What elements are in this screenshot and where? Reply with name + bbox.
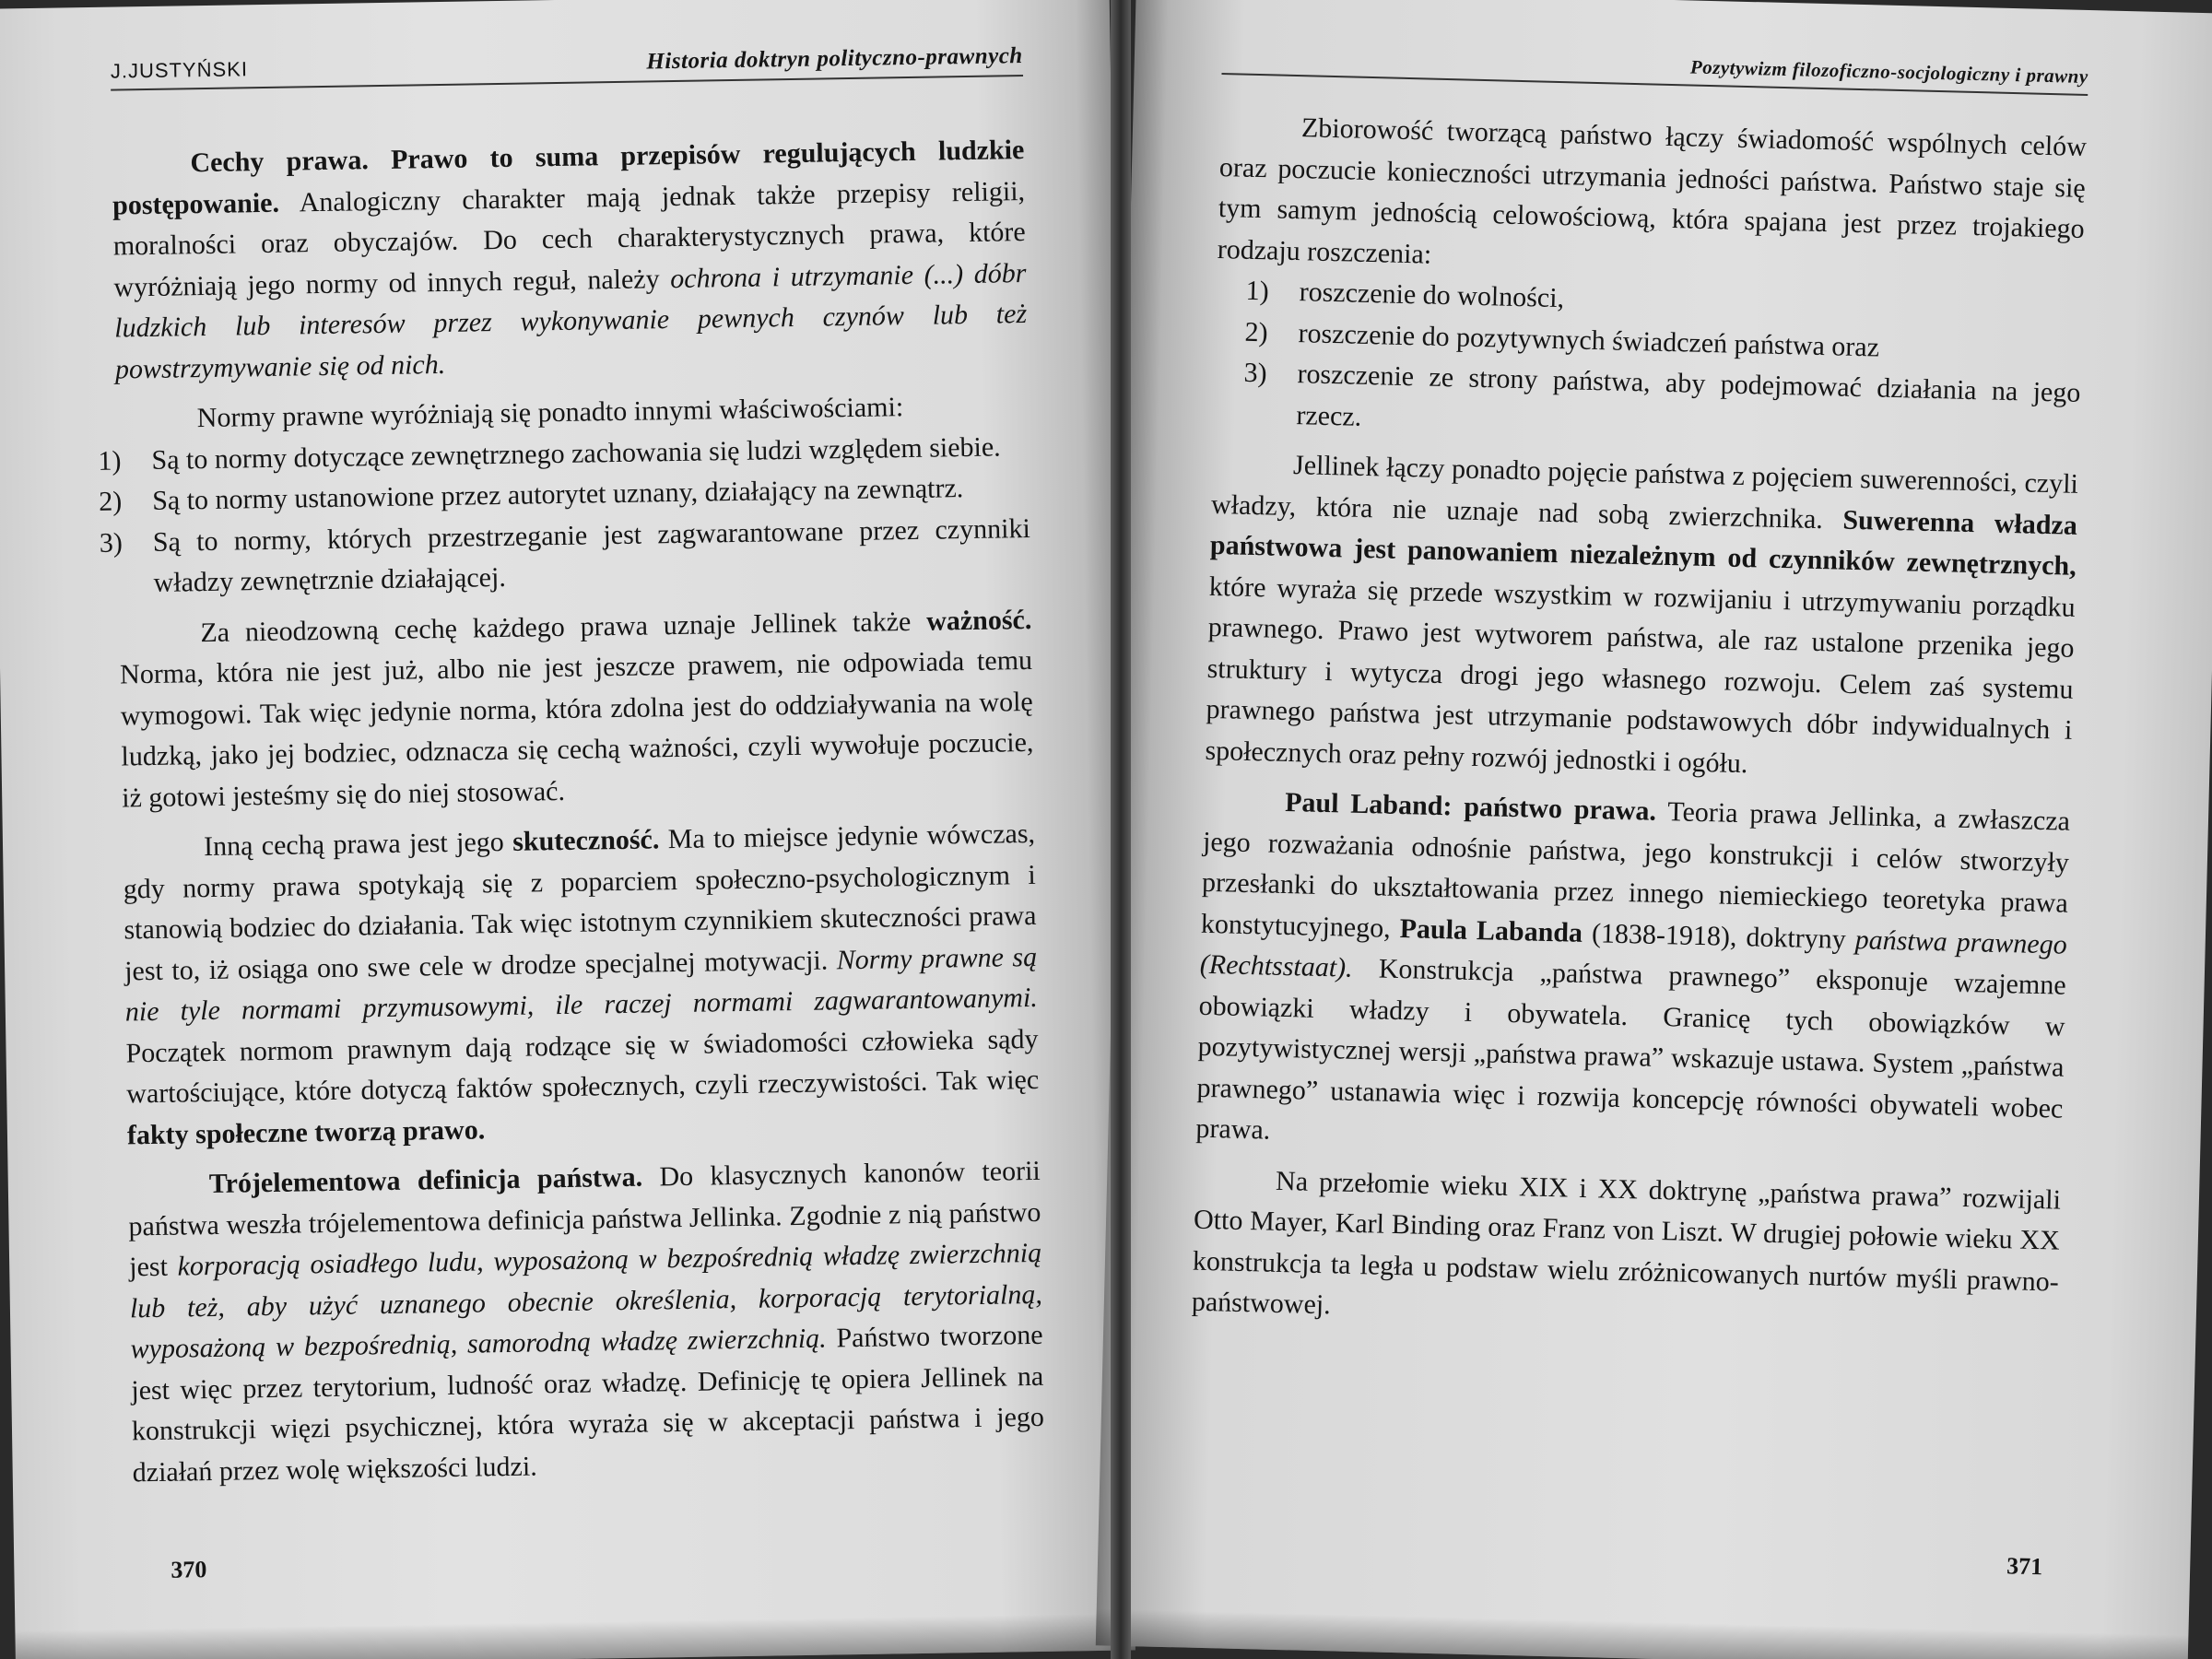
paragraph-laband: [1195, 781, 2071, 1171]
paragraph-text: Analogiczny charakter mają jednak także przepisy religii, moralności oraz obyczajów. Do cech charakterystycznych prawa, które wyróżniają jego normy od innych reguł, należy: [112, 175, 1026, 303]
list-text: roszczenie do wolności,: [1299, 276, 1565, 314]
list-text: Są to normy, których przestrzeganie jest zagwarantowane przez czynniki władzy zewnętrznie działającej.: [152, 512, 1031, 598]
paragraph-definicja-panstwa: [127, 1151, 1044, 1494]
list-number: 3): [1243, 357, 1267, 389]
list-number: 1): [1245, 275, 1270, 307]
paragraph-text: Do klasycznych kanonów teorii państwa weszła trójelementowa definicja państwa Jellinka. Zgodnie z nią państwo jest: [128, 1155, 1041, 1283]
right-page: [1096, 0, 2212, 1659]
page-number: 371: [2006, 1552, 2043, 1581]
paragraph-przelom-wieku: Na przełomie wieku XIX i XX doktrynę „państwa prawa” rozwijali Otto Mayer, Karl Binding oraz Franz von Liszt. W drugiej połowie wieku XX konstrukcja ta legła u podstaw wielu zróżnicowanych nurtów myśli prawno-państwowej.: [1191, 1165, 2062, 1321]
header-title: Pozytywizm filozoficzno-socjologiczny i prawny: [1689, 55, 2088, 88]
paragraph-italic: Normy prawne są nie tyle normami przymusowymi, ile raczej normami zagwarantowanymi.: [124, 941, 1039, 1028]
claims-list: [1242, 271, 2083, 455]
section-lead-bold: Paul Laband: państwo prawa.: [1284, 786, 1657, 827]
list-number: 2): [98, 486, 123, 517]
paragraph-waznosc: [119, 599, 1034, 818]
paragraph-text: (1838-1918), doktryny: [1591, 917, 1847, 955]
paragraph-text: Za nieodzowną cechę każdego prawa uznaje Jellinek także: [200, 606, 912, 648]
section-lead-bold: Trójelementowa definicja państwa.: [208, 1161, 643, 1200]
left-running-head: [111, 43, 1023, 91]
list-text: Są to normy ustanowione przez autorytet uznany, działający na zewnątrz.: [151, 473, 964, 516]
paragraph-text: Jellinek łączy ponadto pojęcie państwa z pojęciem suwerenności, czyli władzy, która nie uznaje nad sobą zwierzchnika.: [1210, 450, 2079, 535]
paragraph-italic: ochrona i utrzymanie (...) dóbr ludzkich lub interesów przez wykonywanie pewnych czynów lub też powstrzymywanie się od nich.: [113, 257, 1028, 385]
right-running-head: [1221, 44, 2088, 96]
list-text: roszczenie do pozytywnych świadczeń państwa oraz: [1298, 317, 1880, 363]
paragraph-skutecznosc: [123, 814, 1040, 1157]
lead-bold-definition: Prawo to suma przepisów regulujących ludzkie postępowanie.: [112, 135, 1025, 221]
list-number: 1): [98, 444, 122, 477]
paragraph-text: Państwo tworzone jest więc przez terytorium, ludność oraz władzę. Definicję tę opiera Jellinek na konstrukcji więzi psychicznej, która wyraża się w akceptacji państwa i jego działań przez wolę większości ludzi.: [131, 1319, 1045, 1488]
list-item: [100, 508, 1031, 605]
name-paul-laband: Paula Labanda: [1399, 912, 1583, 948]
header-author: J.JUSTYŃSKI: [110, 57, 249, 83]
term-suwerenna-wladza: Suwerenna władza państwowa jest panowaniem niezależnym od czynników zewnętrznych,: [1209, 504, 2078, 582]
paragraph-text: Teoria prawa Jellinka, a zwłaszcza jego rozważania odnośnie państwa, jego konstrukcji i celów stworzyły przesłanki do ukształtowania przez innego niemieckiego teoretyka prawa konstytucyjnego,: [1200, 796, 2071, 944]
book-gutter: [1111, 0, 1131, 1659]
page-number: 370: [171, 1556, 207, 1583]
paragraph-text: Inną cechą prawa jest jego: [203, 826, 505, 863]
lead-bold: Cechy prawa.: [190, 145, 370, 179]
term-skutecznosc: skuteczność.: [512, 824, 660, 857]
norms-list: [98, 426, 1031, 605]
paragraph-italic: państwa prawnego (Rechtsstaat).: [1199, 924, 2068, 983]
paragraph-text: które wyraża się przede wszystkim w rozwijaniu i utrzymywaniu porządku prawnego. Prawo jest wytworem państwa, ale raz ustalone przenika jego struktury i wytycza drogi jego własnego rozwoju. Celem zaś systemu prawnego państwa jest utrzymanie podstawowych dóbr indywidualnych i społecznych oraz pełny rozwój jednostki i ogółu.: [1205, 571, 2077, 779]
paragraph-normy-prawne: Normy prawne wyróżniają się ponadto innymi właściwościami:: [196, 392, 904, 434]
paragraph-text: Ma to miejsce jedynie wówczas, gdy normy prawa spotykają się z poparciem społeczno-psychologicznym i stanowią bodziec do działania. Tak więc istotnym czynnikiem skuteczności prawa jest to, iż osiąga ono swe cele w drodze specjalnej motywacji.: [123, 818, 1037, 986]
paragraph-text: Norma, która nie jest już, albo nie jest jeszcze prawem, nie odpowiada temu wymogowi. Tak więc jedynie norma, która zdolna jest do oddziaływania na wolę ludzką, jako jej bodziec, odznacza się cechą ważności, czyli wywołuje poczucie, iż gotowi jesteśmy się do niej stosować.: [119, 644, 1034, 813]
paragraph-text: Początek normom prawnym dają rodzące się w świadomości człowieka sądy wartościujące, które dotyczą faktów społecznych, czyli rzeczywistości. Tak więc: [125, 1023, 1040, 1110]
list-number: 2): [1244, 316, 1269, 347]
header-title: Historia doktryn polityczno-prawnych: [646, 43, 1023, 75]
term-fakty-spoleczne: fakty społeczne tworzą prawo.: [126, 1113, 486, 1150]
list-text: Są to normy dotyczące zewnętrznego zachowania się ludzi względem siebie.: [151, 430, 1001, 476]
list-text: roszczenie ze strony państwa, aby podejmować działania na jego rzecz.: [1296, 359, 2081, 432]
paragraph-suwerennosc: [1205, 443, 2078, 793]
paragraph-zbiorowosc: Zbiorowość tworzącą państwo łączy świadomość wspólnych celów oraz poczucie konieczności utrzymania jedności państwa. Państwo staje się tym samym jednością celowościową, która spajana jest przez trojakiego rodzaju roszczenia:: [1217, 112, 2088, 270]
paragraph-italic: korporacją osiadłego ludu, wyposażoną w bezpośrednią władzę zwierzchnią lub też, aby użyć uznanego obecnie określenia, korporacją terytorialną, wyposażoną w bezpośrednią, samorodną władzę zwierzchnią.: [129, 1237, 1043, 1365]
paragraph-text: Konstrukcja „państwa prawnego” eksponuje wzajemne obowiązki władzy i obywatela. Granicę tych obowiązków w pozytywistycznej wersji „państwa prawa” wskazuje ustawa. System „państwa prawnego” ustanawia więc i rozwija koncepcję równości obywateli wobec prawa.: [1195, 953, 2067, 1146]
list-number: 3): [99, 526, 124, 559]
term-waznosc: ważność.: [925, 604, 1032, 637]
paragraph-cechy-prawa: [112, 130, 1028, 391]
